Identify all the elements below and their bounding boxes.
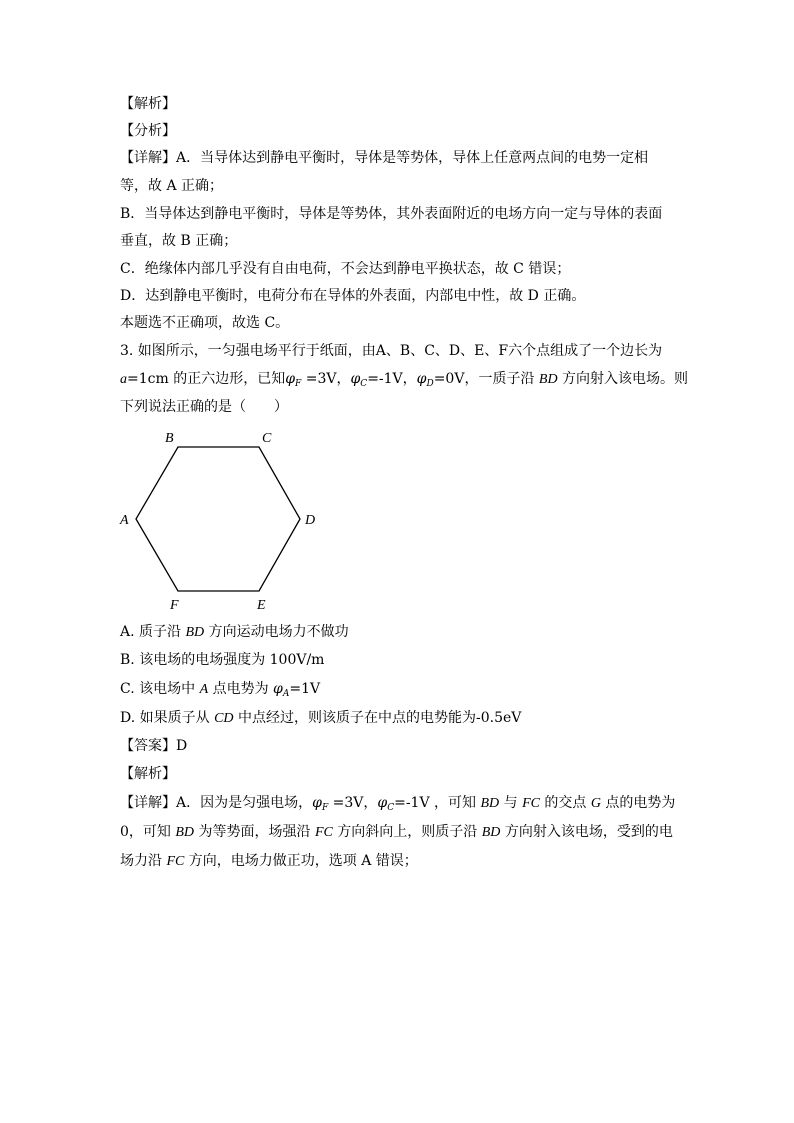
subscript-d: D [426,379,434,389]
option-a-text: 方向运动电场力不做功 [204,624,349,640]
answer: 【答案】D [120,738,188,754]
phi-symbol: φ [312,795,322,811]
detail2-l3-a: 场力沿 [120,853,167,869]
vertex-label-c: C [262,431,272,446]
side-length-symbol: a [120,372,127,387]
option-a-bd: BD [185,625,205,640]
detail2-l2-c: 方向斜向上，则质子沿 [332,824,482,840]
question-line2 [120,369,688,394]
vertex-label-b: B [165,431,174,446]
option-c-point: A [199,682,209,697]
option-c-prefix: C. 该电场中 [120,681,200,697]
option-d-text: 中点经过，则该质子在中点的电势能为-0.5eV [233,710,522,726]
option-a [120,622,349,643]
detail2-l1-mid: 与 [499,795,523,811]
vertex-label-d: D [305,513,316,528]
detail-a-line1: 【详解】A．当导体达到静电平衡时，导体是等势体，导体上任意两点间的电势一定相 [120,150,649,166]
phi-symbol: φ [350,371,361,387]
bd-label: BD [175,825,195,840]
question-line1: 3. 如图所示，一匀强电场平行于纸面，由A、B、C、D、E、F六个点组成了一个边长为 [120,343,663,359]
detail-a-line2: 等，故 A 正确； [120,178,224,194]
conclusion: 本题选不正确项，故选 C。 [120,315,290,331]
vertex-label-e: E [257,598,266,613]
detail2-l1-end: 点的电势为 [600,795,676,811]
subscript-c: C [387,803,395,813]
detail2-l2-a: 0，可知 [120,824,176,840]
question-line3: 下列说法正确的是（ ） [120,399,288,415]
vertex-label-f: F [170,598,179,613]
detail-b-line2: 垂直，故 B 正确； [120,233,238,249]
detail2-l3-b: 方向，电场力做正功，选项 A 错误； [184,853,418,869]
fc-label: FC [314,825,333,840]
option-c-value: =1V [289,681,321,697]
option-a-prefix: A. 质子沿 [120,624,186,640]
subscript-a: A [282,689,290,699]
subscript-f: F [321,803,329,813]
phi-c-value: =-1V ，可知 [394,795,481,811]
phi-symbol: φ [273,681,283,697]
option-d-prefix: D. 如果质子从 [120,710,215,726]
hexagon-outline [136,447,300,591]
detail2-l1-mid2: 的交点 [539,795,591,811]
bd-label: BD [538,372,558,387]
option-c [120,679,320,704]
phi-symbol: φ [285,371,296,387]
subscript-f: F [295,379,302,389]
bd-label: BD [480,796,500,811]
detail2-l2-b: 为等势面，场强沿 [194,824,315,840]
vertex-label-a: A [120,513,129,528]
phi-symbol: φ [416,371,427,387]
option-d [120,708,521,729]
analysis-heading-2: 【解析】 [120,766,176,782]
question-line2-text: =1cm 的正六边形，已知 [127,371,286,387]
detail2-line2 [120,822,673,843]
fenxi-heading: 【分析】 [120,123,176,139]
analysis-heading: 【解析】 [120,96,176,112]
phi-f-value: =3V， [328,795,378,811]
option-b: B. 该电场的电场强度为 100V/m [120,652,325,668]
phi-d-value: =0V，一质子沿 [433,371,539,387]
detail-d: D．达到静电平衡时，电荷分布在导体的外表面，内部电中性，故 D 正确。 [120,288,586,304]
phi-c-value: =-1V， [367,371,417,387]
fc-label: FC [166,854,185,869]
g-label: G [590,796,601,811]
detail2-line1 [120,793,675,818]
subscript-c: C [360,379,368,389]
detail-b-line1: B．当导体达到静电平衡时，导体是等势体，其外表面附近的电场方向一定与导体的表面 [120,206,663,222]
option-d-cd: CD [214,711,234,726]
phi-f-value: =3V， [301,371,351,387]
fc-label: FC [522,796,540,811]
detail2-l2-d: 方向射入该电场，受到的电 [500,824,673,840]
option-c-mid: 点电势为 [208,681,274,697]
detail2-l1-text: 【详解】A．因为是匀强电场， [120,795,313,811]
bd-label: BD [481,825,501,840]
question-line2-end: 方向射入该电场。则 [557,371,689,387]
detail-c: C．绝缘体内部几乎没有自由电荷，不会达到静电平换状态，故 C 错误； [120,261,571,277]
detail2-line3 [120,851,418,872]
hexagon-figure [112,425,332,615]
phi-symbol: φ [377,795,388,811]
